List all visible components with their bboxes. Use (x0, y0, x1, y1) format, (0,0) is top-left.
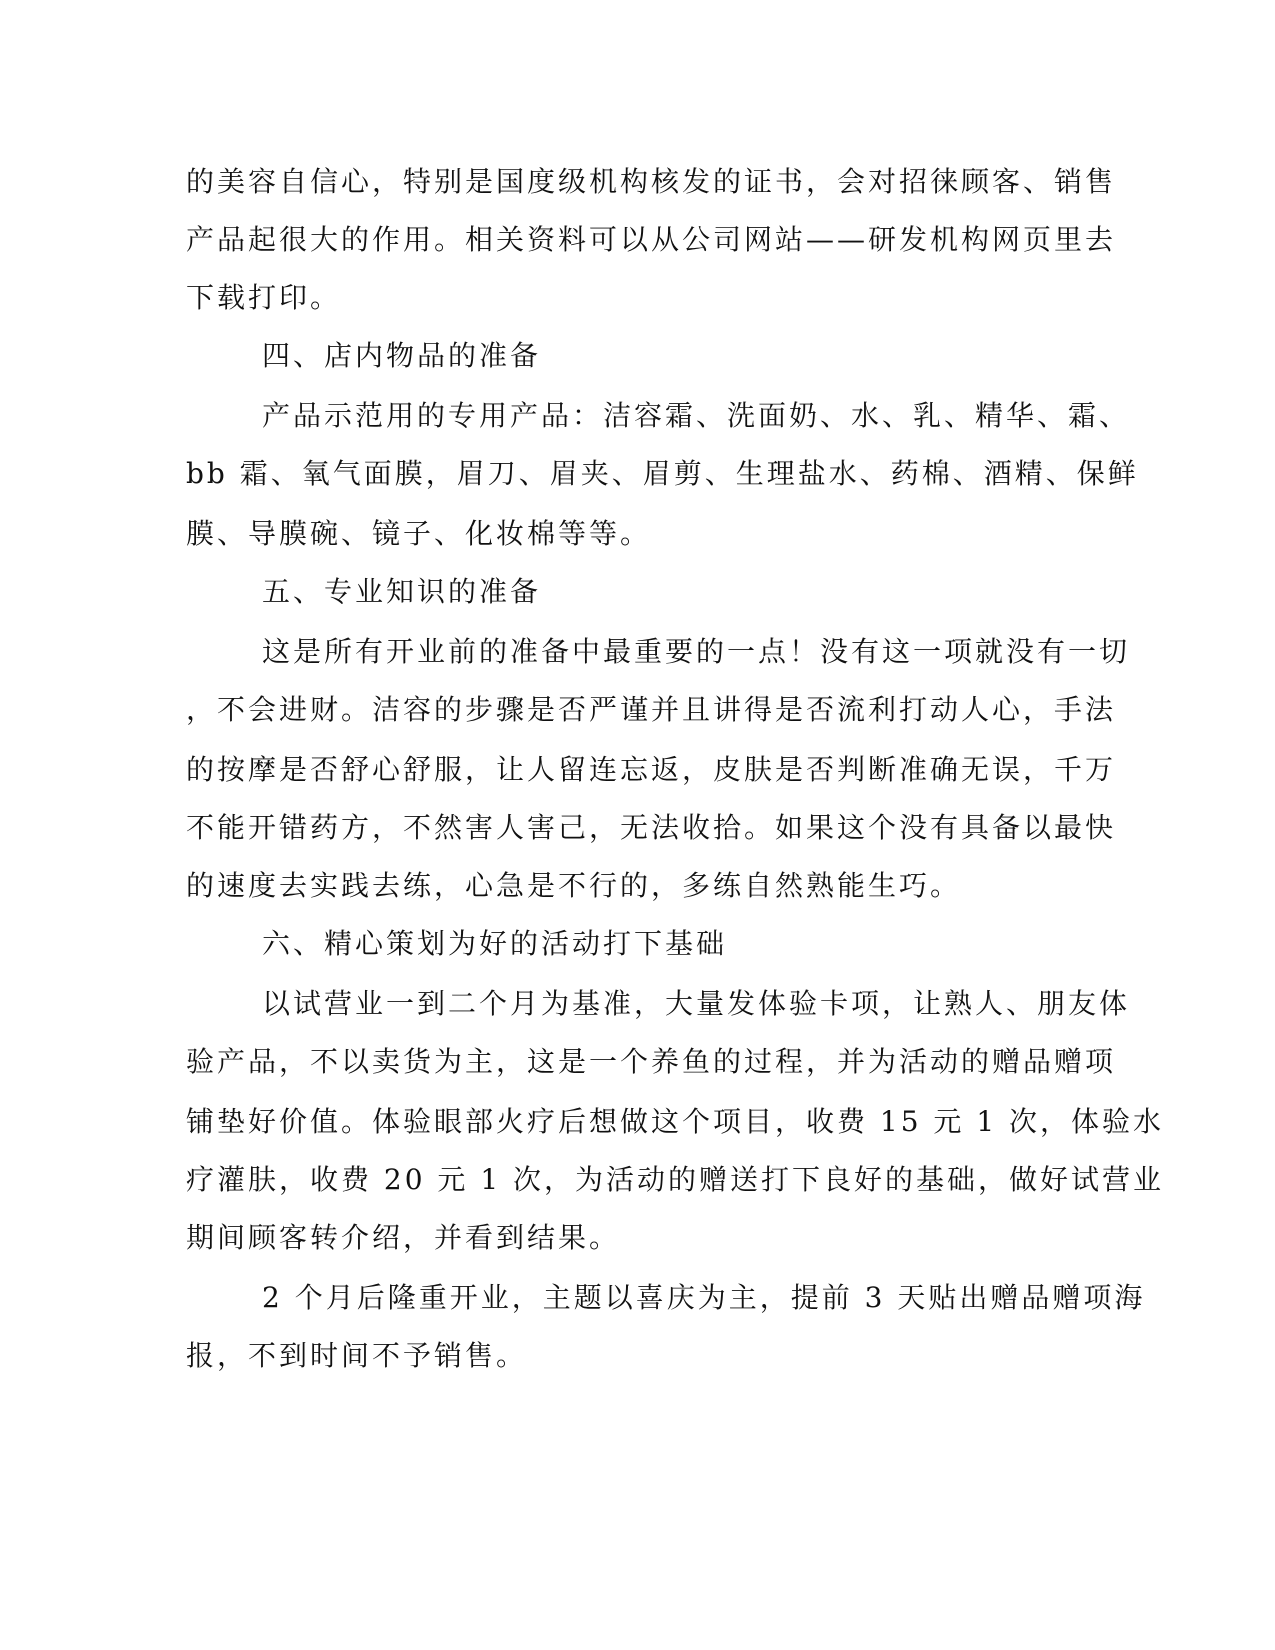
text-line: 以试营业一到二个月为基准，大量发体验卡项，让熟人、朋友体 (262, 987, 1131, 1020)
text-line: 膜、导膜碗、镜子、化妆棉等等。 (186, 517, 652, 550)
text-line: 产品起很大的作用。相关资料可以从公司网站——研发机构网页里去 (186, 223, 1117, 256)
section-heading-4: 四、店内物品的准备 (262, 339, 542, 372)
text-line: 产品示范用的专用产品：洁容霜、洗面奶、水、乳、精华、霜、 (262, 399, 1131, 432)
text-line: 验产品，不以卖货为主，这是一个养鱼的过程，并为活动的赠品赠项 (186, 1045, 1117, 1078)
text-line: 下载打印。 (186, 281, 342, 314)
text-line: 的美容自信心，特别是国度级机构核发的证书，会对招徕顾客、销售 (186, 165, 1117, 198)
text-line: bb 霜、氧气面膜，眉刀、眉夹、眉剪、生理盐水、药棉、酒精、保鲜 (186, 457, 1139, 490)
text-line: ，不会进财。洁容的步骤是否严谨并且讲得是否流利打动人心，手法 (186, 693, 1117, 726)
text-line: 不能开错药方，不然害人害己，无法收拾。如果这个没有具备以最快 (186, 811, 1117, 844)
section-heading-6: 六、精心策划为好的活动打下基础 (262, 927, 728, 960)
text-line: 报，不到时间不予销售。 (186, 1339, 528, 1372)
text-line: 的速度去实践去练，心急是不行的，多练自然熟能生巧。 (186, 869, 962, 902)
text-line: 期间顾客转介绍，并看到结果。 (186, 1221, 621, 1254)
section-heading-5: 五、专业知识的准备 (262, 575, 542, 608)
text-line: 疗灌肤，收费 20 元 1 次，为活动的赠送打下良好的基础，做好试营业 (186, 1163, 1165, 1196)
text-line: 的按摩是否舒心舒服，让人留连忘返，皮肤是否判断准确无误，千万 (186, 753, 1117, 786)
text-line: 这是所有开业前的准备中最重要的一点！没有这一项就没有一切 (262, 635, 1131, 668)
text-line: 铺垫好价值。体验眼部火疗后想做这个项目，收费 15 元 1 次，体验水 (186, 1105, 1165, 1138)
text-line: 2 个月后隆重开业，主题以喜庆为主，提前 3 天贴出赠品赠项海 (262, 1281, 1146, 1314)
